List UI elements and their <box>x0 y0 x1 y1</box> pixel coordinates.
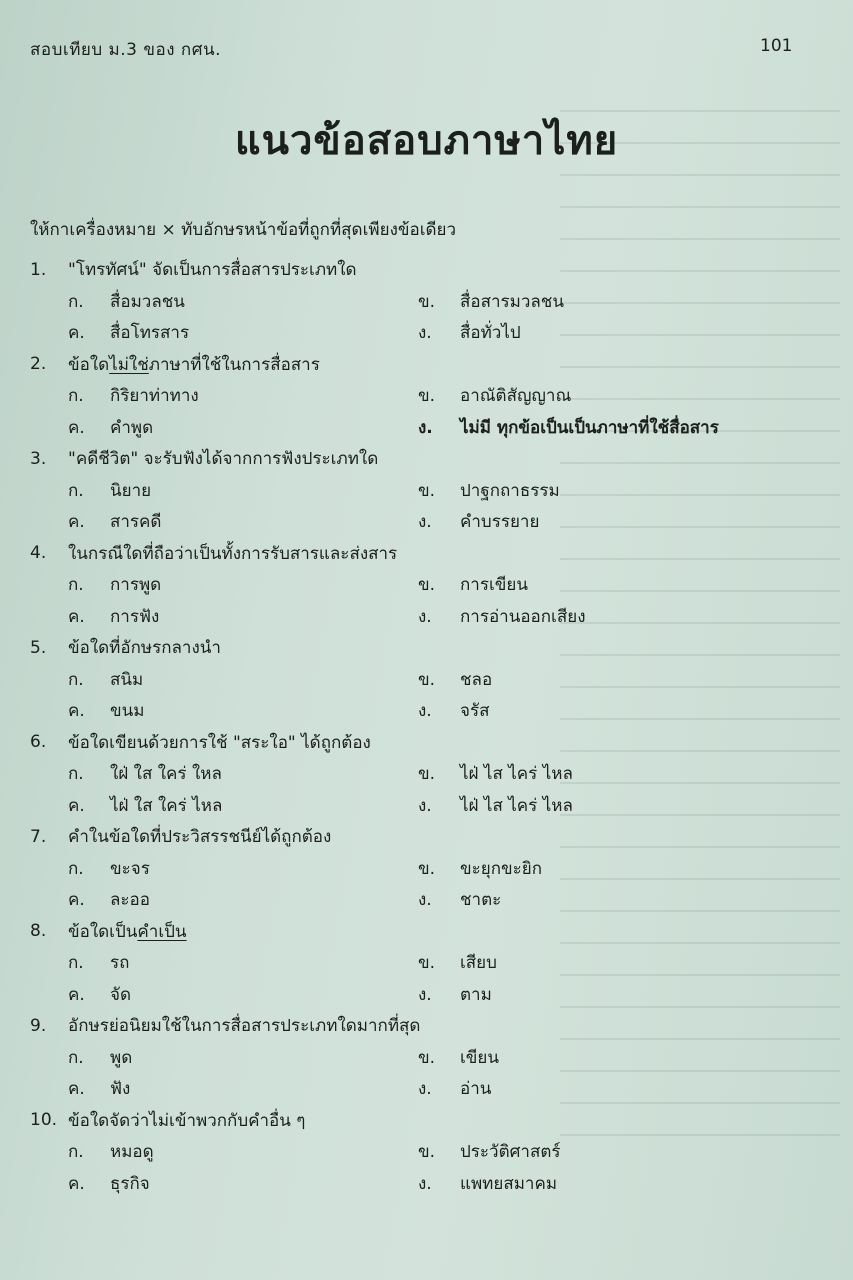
choice-label: ก. <box>68 764 84 785</box>
choice-b <box>418 760 830 787</box>
choice-text: ตาม <box>460 984 492 1005</box>
choice-label: ง. <box>418 1079 432 1100</box>
choice-text: การเขียน <box>460 575 528 596</box>
choice-d <box>418 792 830 819</box>
choice-b <box>418 477 830 504</box>
option-row <box>30 884 830 916</box>
choice-b <box>418 666 830 693</box>
choice-text: ไฝ่ ไส ไคร่ ไหล <box>460 795 573 816</box>
choice-label: ค. <box>68 984 85 1005</box>
choice-text: ประวัติศาสตร์ <box>460 1142 561 1163</box>
choice-label: ก. <box>68 669 84 690</box>
choice-text: ขนม <box>110 701 145 722</box>
choice-label: ค. <box>68 606 85 627</box>
page-title: แนวข้อสอบภาษาไทย <box>234 118 619 164</box>
question-number: 6. <box>30 732 47 753</box>
choice-c <box>30 1170 418 1197</box>
choice-b <box>418 288 830 315</box>
choice-a <box>30 1044 418 1071</box>
underlined-keyword: ไม่ใช่ <box>109 354 149 375</box>
option-row <box>30 475 830 507</box>
choice-label: ค. <box>68 323 85 344</box>
choice-d <box>418 508 830 535</box>
choice-d <box>418 603 830 630</box>
choice-c <box>30 603 418 630</box>
choice-label: ง. <box>418 701 432 722</box>
option-row <box>30 695 830 727</box>
question-text: อักษรย่อนิยมใช้ในการสื่อสารประเภทใดมากที่สุด <box>68 1016 421 1037</box>
question-text: ข้อใดที่อักษรกลางนำ <box>68 638 221 659</box>
choice-d <box>418 414 830 441</box>
choice-a <box>30 760 418 787</box>
choice-c <box>30 414 418 441</box>
question-number: 1. <box>30 259 47 280</box>
choice-text: การฟัง <box>110 606 160 627</box>
choice-b <box>418 949 830 976</box>
choice-c <box>30 508 418 535</box>
choice-label: ข. <box>418 669 436 690</box>
option-row <box>30 947 830 979</box>
option-row <box>30 1042 830 1074</box>
question-stem <box>30 538 830 570</box>
choice-a <box>30 666 418 693</box>
option-row <box>30 853 830 885</box>
question-stem <box>30 632 830 664</box>
question-stem <box>30 254 830 286</box>
choice-text: สื่อทั่วไป <box>460 323 521 344</box>
choice-label: ค. <box>68 795 85 816</box>
choice-c <box>30 886 418 913</box>
choice-b <box>418 571 830 598</box>
choice-d <box>418 1170 830 1197</box>
option-row <box>30 1168 830 1200</box>
choice-b <box>418 382 830 409</box>
question-list <box>30 254 830 1199</box>
running-header: สอบเทียบ ม.3 ของ กศน. <box>30 40 222 60</box>
choice-label: ก. <box>68 575 84 596</box>
question-stem <box>30 916 830 948</box>
choice-text: ธุรกิจ <box>110 1173 150 1194</box>
choice-label: ค. <box>68 701 85 722</box>
choice-c <box>30 981 418 1008</box>
choice-label: ข. <box>418 575 436 596</box>
choice-text: แพทยสมาคม <box>460 1173 558 1194</box>
choice-text: สื่อสารมวลชน <box>460 291 564 312</box>
choice-d <box>418 697 830 724</box>
choice-label: ค. <box>68 890 85 911</box>
question-text: ข้อใดจัดว่าไม่เข้าพวกกับคำอื่น ๆ <box>68 1110 306 1131</box>
choice-text: ฟัง <box>110 1079 131 1100</box>
option-row <box>30 1136 830 1168</box>
choice-text: เสียบ <box>460 953 497 974</box>
choice-text: รถ <box>110 953 130 974</box>
choice-text: นิยาย <box>110 480 152 501</box>
choice-text: การพูด <box>110 575 162 596</box>
choice-label: ก. <box>68 480 84 501</box>
question-stem <box>30 1010 830 1042</box>
question-number: 10. <box>30 1110 58 1131</box>
question-number: 7. <box>30 826 47 847</box>
choice-c <box>30 792 418 819</box>
choice-b <box>418 1138 830 1165</box>
option-row <box>30 506 830 538</box>
option-row <box>30 979 830 1011</box>
choice-label: ค. <box>68 1079 85 1100</box>
choice-c <box>30 319 418 346</box>
choice-text: ใฝ่ ใส ใคร่ ใหล <box>110 764 222 785</box>
choice-text: พูด <box>110 1047 133 1068</box>
choice-d <box>418 886 830 913</box>
question-text: คำในข้อใดที่ประวิสรรชนีย์ได้ถูกต้อง <box>68 827 332 848</box>
choice-text: จรัส <box>460 701 490 722</box>
choice-label: ก. <box>68 953 84 974</box>
choice-d <box>418 1075 830 1102</box>
choice-text: เขียน <box>460 1047 500 1068</box>
choice-text: ไฝ่ ใส ใคร่ ไหล <box>110 795 223 816</box>
choice-label: ง. <box>418 1173 432 1194</box>
choice-label: ง. <box>418 417 433 438</box>
choice-label: ง. <box>418 890 432 911</box>
question-text: "โทรทัศน์" จัดเป็นการสื่อสารประเภทใด <box>68 260 357 281</box>
option-row <box>30 758 830 790</box>
question-stem <box>30 821 830 853</box>
option-row <box>30 412 830 444</box>
option-row <box>30 317 830 349</box>
choice-text: ชาตะ <box>460 890 502 911</box>
choice-a <box>30 477 418 504</box>
choice-text: คำบรรยาย <box>460 512 540 533</box>
option-row <box>30 601 830 633</box>
choice-c <box>30 697 418 724</box>
choice-text: สารคดี <box>110 512 162 533</box>
choice-text: ชลอ <box>460 669 493 690</box>
choice-label: ข. <box>418 386 436 407</box>
question-stem <box>30 727 830 759</box>
choice-a <box>30 288 418 315</box>
choice-text: จัด <box>110 984 132 1005</box>
choice-label: ง. <box>418 984 432 1005</box>
question-number: 5. <box>30 637 47 658</box>
question-number: 8. <box>30 921 47 942</box>
choice-label: ข. <box>418 953 436 974</box>
question-text: ในกรณีใดที่ถือว่าเป็นทั้งการรับสารและส่งสาร <box>68 543 398 564</box>
choice-label: ค. <box>68 512 85 533</box>
option-row <box>30 664 830 696</box>
choice-label: ก. <box>68 386 84 407</box>
choice-b <box>418 855 830 882</box>
choice-a <box>30 855 418 882</box>
choice-label: ข. <box>418 291 436 312</box>
choice-text: สนิม <box>110 669 144 690</box>
choice-label: ข. <box>418 858 436 879</box>
choice-label: ก. <box>68 291 84 312</box>
question-stem <box>30 349 830 381</box>
choice-text: สื่อมวลชน <box>110 291 185 312</box>
choice-label: ข. <box>418 764 436 785</box>
choice-label: ค. <box>68 1173 85 1194</box>
choice-text: กิริยาท่าทาง <box>110 386 199 407</box>
choice-label: ก. <box>68 1142 84 1163</box>
choice-label: ก. <box>68 1047 84 1068</box>
choice-text: ไฝ่ ไส ไคร่ ไหล <box>460 764 573 785</box>
choice-d <box>418 981 830 1008</box>
option-row <box>30 286 830 318</box>
choice-text: ขะจร <box>110 858 150 879</box>
choice-text: คำพูด <box>110 417 154 438</box>
option-row <box>30 1073 830 1105</box>
choice-a <box>30 1138 418 1165</box>
choice-text: อาณัติสัญญาณ <box>460 386 572 407</box>
question-stem <box>30 1105 830 1137</box>
option-row <box>30 790 830 822</box>
choice-label: ข. <box>418 1142 436 1163</box>
question-number: 2. <box>30 354 47 375</box>
choice-text: ขะยุกขะยิก <box>460 858 543 879</box>
choice-text: อ่าน <box>460 1079 492 1100</box>
choice-a <box>30 949 418 976</box>
instruction-text: ให้กาเครื่องหมาย × ทับอักษรหน้าข้อที่ถูกที่สุดเพียงข้อเดียว <box>30 220 457 240</box>
question-text: ข้อใดไม่ใช่ภาษาที่ใช้ในการสื่อสาร <box>68 354 320 375</box>
choice-text: การอ่านออกเสียง <box>460 606 586 627</box>
choice-label: ง. <box>418 512 432 533</box>
choice-text: สื่อโทรสาร <box>110 323 190 344</box>
question-text: "คดีชีวิต" จะรับฟังได้จากการฟังประเภทใด <box>68 449 379 470</box>
choice-text: หมอดู <box>110 1142 154 1163</box>
question-number: 3. <box>30 448 47 469</box>
choice-label: ก. <box>68 858 84 879</box>
underlined-keyword: คำเป็น <box>137 921 187 942</box>
choice-b <box>418 1044 830 1071</box>
question-number: 4. <box>30 543 47 564</box>
choice-label: ง. <box>418 323 432 344</box>
option-row <box>30 569 830 601</box>
choice-label: ง. <box>418 606 432 627</box>
choice-d <box>418 319 830 346</box>
choice-label: ข. <box>418 1047 436 1068</box>
choice-label: ง. <box>418 795 432 816</box>
choice-a <box>30 571 418 598</box>
choice-text: ละออ <box>110 890 150 911</box>
choice-c <box>30 1075 418 1102</box>
choice-text: ไม่มี ทุกข้อเป็นเป็นภาษาที่ใช้สื่อสาร <box>460 417 719 438</box>
choice-text: ปาฐกถาธรรม <box>460 480 560 501</box>
question-stem <box>30 443 830 475</box>
choice-a <box>30 382 418 409</box>
question-number: 9. <box>30 1015 47 1036</box>
page-number: 101 <box>760 36 793 56</box>
option-row <box>30 380 830 412</box>
question-text: ข้อใดเขียนด้วยการใช้ "สระใอ" ได้ถูกต้อง <box>68 732 371 753</box>
choice-label: ข. <box>418 480 436 501</box>
choice-label: ค. <box>68 417 85 438</box>
question-text: ข้อใดเป็นคำเป็น <box>68 921 187 942</box>
